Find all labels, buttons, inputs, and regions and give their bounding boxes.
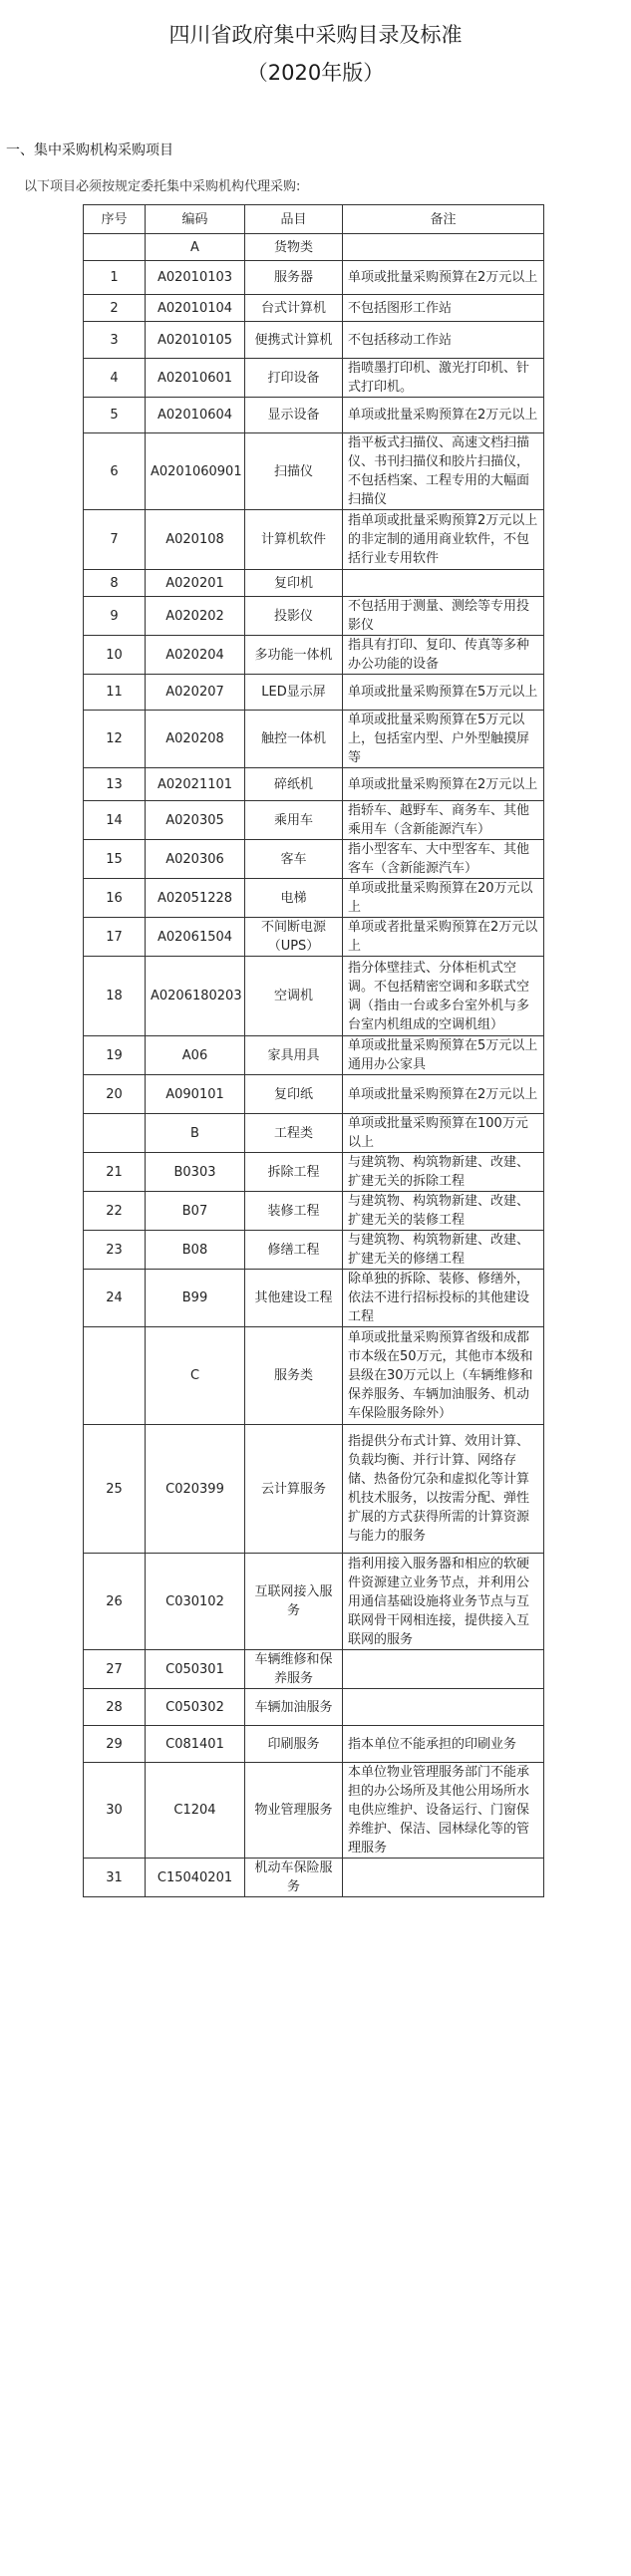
header-item: 品目	[245, 205, 343, 234]
row-item: 物业管理服务	[245, 1763, 343, 1859]
row-code: A02061504	[146, 918, 245, 957]
table-row	[84, 1689, 544, 1726]
row-code: A020208	[146, 711, 245, 768]
table-row	[84, 1231, 544, 1270]
row-note: 指利用接入服务器和相应的软硬件资源建立业务节点，并利用公用通信基础设施将业务节点与互联网骨干网相连接，提供接入互联网的服务	[343, 1554, 544, 1650]
row-note: 单项或批量采购预算在20万元以上	[343, 879, 544, 918]
row-item: 其他建设工程	[245, 1270, 343, 1327]
row-item: 触控一体机	[245, 711, 343, 768]
row-item: 印刷服务	[245, 1726, 343, 1763]
row-item: 货物类	[245, 234, 343, 261]
row-seq: 1	[84, 261, 146, 295]
row-seq: 18	[84, 957, 146, 1036]
row-note	[343, 234, 544, 261]
row-note: 指具有打印、复印、传真等多种办公功能的设备	[343, 636, 544, 675]
row-code: A020207	[146, 675, 245, 711]
row-note: 不包括图形工作站	[343, 295, 544, 322]
row-item: 服务器	[245, 261, 343, 295]
row-code: A020305	[146, 801, 245, 840]
row-note: 指轿车、越野车、商务车、其他乘用车（含新能源汽车）	[343, 801, 544, 840]
row-seq: 11	[84, 675, 146, 711]
row-note: 不包括移动工作站	[343, 322, 544, 359]
row-item: LED显示屏	[245, 675, 343, 711]
table-row	[84, 918, 544, 957]
row-code: B07	[146, 1192, 245, 1231]
section-heading: 一、集中采购机构采购项目	[6, 143, 173, 158]
row-seq: 24	[84, 1270, 146, 1327]
row-note	[343, 1650, 544, 1689]
intro-text: 以下项目必须按规定委托集中采购机构代理采购:	[24, 179, 301, 194]
table-row	[84, 1075, 544, 1114]
row-code: A06	[146, 1036, 245, 1075]
row-seq: 10	[84, 636, 146, 675]
row-code: A02010604	[146, 398, 245, 433]
row-code: A02010104	[146, 295, 245, 322]
row-seq: 20	[84, 1075, 146, 1114]
row-item: 碎纸机	[245, 768, 343, 801]
row-item: 修缮工程	[245, 1231, 343, 1270]
row-item: 家具用具	[245, 1036, 343, 1075]
row-code: A0201060901	[146, 433, 245, 510]
row-item: 打印设备	[245, 359, 343, 398]
row-item: 车辆加油服务	[245, 1689, 343, 1726]
row-seq: 26	[84, 1554, 146, 1650]
row-seq: 9	[84, 597, 146, 636]
row-note: 不包括用于测量、测绘等专用投影仪	[343, 597, 544, 636]
row-item: 多功能一体机	[245, 636, 343, 675]
row-note: 指提供分布式计算、效用计算、负载均衡、并行计算、网络存储、热备份冗杂和虚拟化等计算机技术服务，以按需分配、弹性扩展的方式获得所需的计算资源与能力的服务	[343, 1425, 544, 1554]
row-note: 指小型客车、大中型客车、其他客车（含新能源汽车）	[343, 840, 544, 879]
row-note: 单项或批量采购预算在2万元以上	[343, 398, 544, 433]
header-code: 编码	[146, 205, 245, 234]
document-subtitle: （2020年版）	[246, 61, 385, 85]
table-row	[84, 768, 544, 801]
table-row	[84, 801, 544, 840]
row-note: 单项或批量采购预算在2万元以上	[343, 261, 544, 295]
row-seq: 30	[84, 1763, 146, 1859]
row-code: B	[146, 1114, 245, 1153]
header-note: 备注	[343, 205, 544, 234]
row-code: C1204	[146, 1763, 245, 1859]
table-row	[84, 1650, 544, 1689]
row-item: 乘用车	[245, 801, 343, 840]
row-code: C030102	[146, 1554, 245, 1650]
row-item: 计算机软件	[245, 510, 343, 570]
row-code: A02010601	[146, 359, 245, 398]
row-item: 车辆维修和保养服务	[245, 1650, 343, 1689]
row-note: 指喷墨打印机、激光打印机、针式打印机。	[343, 359, 544, 398]
table-row	[84, 1554, 544, 1650]
row-code: C	[146, 1327, 245, 1425]
row-note: 指单项或批量采购预算2万元以上的非定制的通用商业软件，不包括行业专用软件	[343, 510, 544, 570]
row-code: A020204	[146, 636, 245, 675]
row-seq: 14	[84, 801, 146, 840]
row-seq: 8	[84, 570, 146, 597]
procurement-table	[83, 204, 544, 1897]
row-code: A02010105	[146, 322, 245, 359]
row-item: 互联网接入服务	[245, 1554, 343, 1650]
row-seq: 16	[84, 879, 146, 918]
table-row	[84, 879, 544, 918]
table-row	[84, 1726, 544, 1763]
row-note: 与建筑物、构筑物新建、改建、扩建无关的修缮工程	[343, 1231, 544, 1270]
row-item: 客车	[245, 840, 343, 879]
table-row	[84, 1114, 544, 1153]
row-item: 投影仪	[245, 597, 343, 636]
table-row	[84, 510, 544, 570]
row-item: 云计算服务	[245, 1425, 343, 1554]
row-item: 电梯	[245, 879, 343, 918]
row-note: 与建筑物、构筑物新建、改建、扩建无关的拆除工程	[343, 1153, 544, 1192]
row-code: A020202	[146, 597, 245, 636]
row-note: 单项或批量采购预算在100万元以上	[343, 1114, 544, 1153]
row-item: 便携式计算机	[245, 322, 343, 359]
row-seq	[84, 234, 146, 261]
table-row	[84, 398, 544, 433]
row-note: 指本单位不能承担的印刷业务	[343, 1726, 544, 1763]
row-code: A02051228	[146, 879, 245, 918]
row-seq: 25	[84, 1425, 146, 1554]
row-note: 单项或批量采购预算在5万元以上通用办公家具	[343, 1036, 544, 1075]
row-seq: 5	[84, 398, 146, 433]
table-row	[84, 1763, 544, 1859]
table-row	[84, 261, 544, 295]
row-seq: 31	[84, 1859, 146, 1897]
row-note: 单项或批量采购预算在5万元以上，包括室内型、户外型触摸屏等	[343, 711, 544, 768]
row-item: 空调机	[245, 957, 343, 1036]
row-seq: 17	[84, 918, 146, 957]
row-note: 单项或批量采购预算在2万元以上	[343, 768, 544, 801]
table-row	[84, 840, 544, 879]
row-code: C15040201	[146, 1859, 245, 1897]
table-row	[84, 597, 544, 636]
row-note	[343, 1859, 544, 1897]
row-seq: 23	[84, 1231, 146, 1270]
row-code: B99	[146, 1270, 245, 1327]
row-seq: 22	[84, 1192, 146, 1231]
table-row	[84, 1036, 544, 1075]
row-item: 显示设备	[245, 398, 343, 433]
row-item: 复印纸	[245, 1075, 343, 1114]
row-seq: 2	[84, 295, 146, 322]
row-seq: 4	[84, 359, 146, 398]
row-item: 装修工程	[245, 1192, 343, 1231]
row-item: 复印机	[245, 570, 343, 597]
table-row	[84, 570, 544, 597]
row-code: C081401	[146, 1726, 245, 1763]
row-seq: 15	[84, 840, 146, 879]
table-header-row	[84, 205, 544, 234]
row-code: B08	[146, 1231, 245, 1270]
row-seq: 29	[84, 1726, 146, 1763]
table-row	[84, 295, 544, 322]
row-code: A02021101	[146, 768, 245, 801]
row-code: B0303	[146, 1153, 245, 1192]
row-code: A090101	[146, 1075, 245, 1114]
table-row	[84, 1270, 544, 1327]
row-note	[343, 570, 544, 597]
row-code: C050301	[146, 1650, 245, 1689]
row-seq	[84, 1114, 146, 1153]
row-item: 台式计算机	[245, 295, 343, 322]
table-row	[84, 1153, 544, 1192]
row-note	[343, 1689, 544, 1726]
row-seq: 3	[84, 322, 146, 359]
header-seq: 序号	[84, 205, 146, 234]
table-row	[84, 359, 544, 398]
row-code: A020306	[146, 840, 245, 879]
row-note: 单项或批量采购预算在2万元以上	[343, 1075, 544, 1114]
row-seq	[84, 1327, 146, 1425]
row-code: C020399	[146, 1425, 245, 1554]
table-row	[84, 957, 544, 1036]
row-note: 单项或批量采购预算在5万元以上	[343, 675, 544, 711]
row-seq: 7	[84, 510, 146, 570]
row-code: C050302	[146, 1689, 245, 1726]
table-row	[84, 322, 544, 359]
row-seq: 12	[84, 711, 146, 768]
row-item: 扫描仪	[245, 433, 343, 510]
row-item: 工程类	[245, 1114, 343, 1153]
row-note: 指分体壁挂式、分体柜机式空调。不包括精密空调和多联式空调（指由一台或多台室外机与多台室内机组成的空调机组）	[343, 957, 544, 1036]
row-seq: 28	[84, 1689, 146, 1726]
row-item: 不间断电源（UPS）	[245, 918, 343, 957]
row-code: A020108	[146, 510, 245, 570]
row-note: 单项或批量采购预算省级和成都市本级在50万元，其他市本级和县级在30万元以上（车辆维修和保养服务、车辆加油服务、机动车保险服务除外）	[343, 1327, 544, 1425]
row-note: 指平板式扫描仪、高速文档扫描仪、书刊扫描仪和胶片扫描仪，不包括档案、工程专用的大幅面扫描仪	[343, 433, 544, 510]
row-item: 机动车保险服务	[245, 1859, 343, 1897]
table-row	[84, 636, 544, 675]
row-seq: 21	[84, 1153, 146, 1192]
row-note: 与建筑物、构筑物新建、改建、扩建无关的装修工程	[343, 1192, 544, 1231]
row-code: A0206180203	[146, 957, 245, 1036]
row-item: 拆除工程	[245, 1153, 343, 1192]
table-row	[84, 711, 544, 768]
row-item: 服务类	[245, 1327, 343, 1425]
row-seq: 13	[84, 768, 146, 801]
row-seq: 6	[84, 433, 146, 510]
table-row	[84, 675, 544, 711]
row-code: A	[146, 234, 245, 261]
row-seq: 27	[84, 1650, 146, 1689]
document-title: 四川省政府集中采购目录及标准	[168, 23, 463, 47]
table-row	[84, 433, 544, 510]
table-body	[84, 234, 544, 1897]
table-row	[84, 1327, 544, 1425]
row-note: 单项或者批量采购预算在2万元以上	[343, 918, 544, 957]
table-row	[84, 1859, 544, 1897]
row-seq: 19	[84, 1036, 146, 1075]
row-code: A02010103	[146, 261, 245, 295]
table-row	[84, 1425, 544, 1554]
row-note: 本单位物业管理服务部门不能承担的办公场所及其他公用场所水电供应维护、设备运行、门窗保养维护、保洁、园林绿化等的管理服务	[343, 1763, 544, 1859]
table-row	[84, 1192, 544, 1231]
row-note: 除单独的拆除、装修、修缮外，依法不进行招标投标的其他建设工程	[343, 1270, 544, 1327]
table-row	[84, 234, 544, 261]
row-code: A020201	[146, 570, 245, 597]
